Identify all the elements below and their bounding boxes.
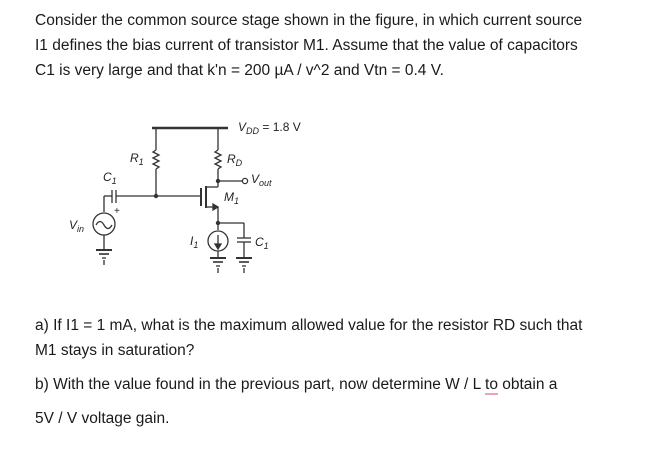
question-a-line-2: M1 stays in saturation?	[35, 342, 195, 359]
question-a	[35, 313, 655, 363]
rd-resistor	[215, 150, 221, 169]
vin-plus-sign: +	[114, 206, 120, 217]
rd-label: $R_D$	[227, 152, 243, 168]
c1-bypass-label: $C_1$	[255, 235, 269, 251]
intro-line-3: C1 is very large and that k'n = 200 µA / v^2 and Vtn = 0.4 V.	[35, 62, 444, 79]
vin-label: $V_{in}$	[69, 218, 85, 234]
intro-line-2: I1 defines the bias current of transistor M1. Assume that the value of capacitors	[35, 37, 578, 54]
m1-label: $M_1$	[224, 190, 240, 206]
question-b-line-2: 5V / V voltage gain.	[35, 410, 170, 427]
c1-input-label: $C_1$	[103, 170, 117, 186]
vout-label: $V_{out}$	[251, 172, 272, 188]
question-a-line-1: a) If I1 = 1 mA, what is the maximum allowed value for the resistor RD such that	[35, 317, 583, 334]
vout-terminal	[242, 178, 247, 183]
r1-resistor	[153, 150, 159, 169]
spellcheck-mark: to	[485, 376, 498, 393]
i1-label: $I_1$	[190, 234, 199, 250]
r1-label: $R_1$	[130, 151, 144, 167]
intro-line-1: Consider the common source stage shown in the figure, in which current source	[35, 12, 583, 29]
vdd-label: $V_{DD} = 1.8$ V	[238, 120, 301, 136]
question-b	[35, 372, 655, 397]
question-b-line-1: b) With the value found in the previous part, now determine W / L to obtain a	[35, 376, 558, 393]
m1-arrow	[213, 204, 218, 210]
